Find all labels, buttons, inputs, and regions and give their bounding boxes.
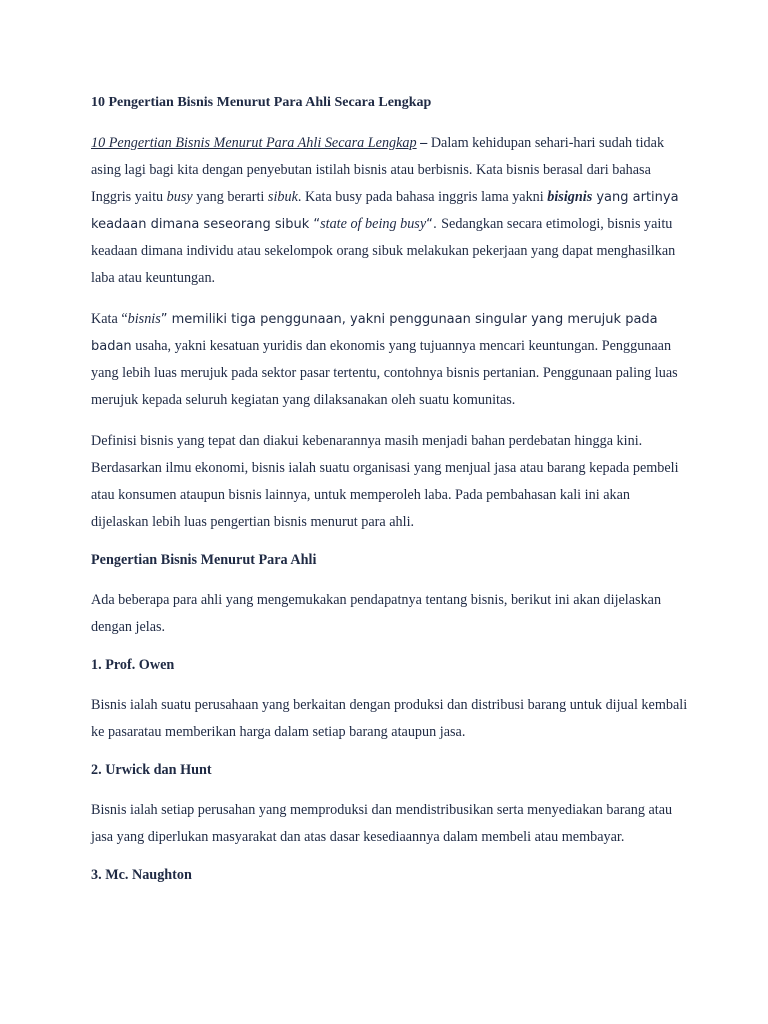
expert-heading-1: 1. Prof. Owen bbox=[91, 657, 175, 673]
intro-word-sibuk: sibuk bbox=[267, 189, 298, 205]
intro-text-1: Dalam kehidupan sehari-hari sudah tidak asing lagi bagi kita dengan penyebutan istilah bisnis atau berbisnis. Kata bisnis berasal dari bahasa Inggris yaitu bbox=[91, 135, 665, 205]
intro-text-5: “. bbox=[426, 217, 442, 232]
section-intro-paragraph: Ada beberapa para ahli yang mengemukakan pendapatnya tentang bisnis, berikut ini akan dijelaskan dengan jelas. bbox=[91, 592, 662, 635]
document-title: 10 Pengertian Bisnis Menurut Para Ahli Secara Lengkap bbox=[91, 95, 432, 110]
intro-text-2: yang berarti bbox=[192, 189, 268, 205]
section-heading: Pengertian Bisnis Menurut Para Ahli bbox=[91, 552, 317, 568]
intro-word-bisignis: bisignis bbox=[547, 189, 593, 205]
intro-text-3: . Kata busy pada bahasa inggris lama yakni bbox=[297, 189, 548, 205]
article-title-link[interactable]: 10 Pengertian Bisnis Menurut Para Ahli Secara Lengkap bbox=[91, 135, 417, 151]
usage-word-bisnis: bisnis bbox=[127, 311, 161, 327]
intro-word-busy: busy bbox=[166, 189, 193, 205]
intro-text-4: yang artinya keadaan dimana seseorang sibuk “ bbox=[91, 190, 679, 232]
intro-text-6: Sedangkan secara etimologi, bisnis yaitu keadaan dimana individu atau sekelompok orang sibuk melakukan pekerjaan yang dapat menghasilkan laba atau keuntungan. bbox=[91, 216, 676, 286]
intro-phrase-state: state of being busy bbox=[320, 216, 427, 232]
intro-dash: – bbox=[416, 135, 428, 151]
expert-text-2: Bisnis ialah setiap perusahan yang memproduksi dan mendistribusikan serta menyediakan barang atau jasa yang diperlukan masyarakat dan atas dasar kesediaannya dalam membeli atau membayar. bbox=[91, 802, 673, 845]
intro-paragraph bbox=[91, 130, 688, 292]
usage-text-1: Kata “ bbox=[91, 311, 128, 327]
expert-heading-3: 3. Mc. Naughton bbox=[91, 867, 192, 883]
definition-paragraph: Definisi bisnis yang tepat dan diakui kebenarannya masih menjadi bahan perdebatan hingga kini. Berdasarkan ilmu ekonomi, bisnis ialah suatu organisasi yang menjual jasa atau barang kepada pembeli atau konsumen ataupun bisnis lainnya, untuk memperoleh laba. Pada pembahasan kali ini akan dijelaskan lebih luas pengertian bisnis menurut para ahli. bbox=[91, 433, 679, 530]
expert-text-1: Bisnis ialah suatu perusahaan yang berkaitan dengan produksi dan distribusi barang untuk dijual kembali ke pasaratau memberikan harga dalam setiap barang ataupun jasa. bbox=[91, 697, 688, 740]
expert-heading-2: 2. Urwick dan Hunt bbox=[91, 762, 212, 778]
usage-text-2: ” memiliki tiga penggunaan, yakni penggunaan singular yang merujuk pada badan bbox=[91, 312, 658, 354]
usage-paragraph bbox=[91, 306, 688, 414]
usage-text-3: usaha, yakni kesatuan yuridis dan ekonomis yang tujuannya mencari keuntungan. Penggunaan yang lebih luas merujuk pada sektor pasar tertentu, contohnya bisnis pertanian. Penggunaan paling luas merujuk kepada seluruh kegiatan yang dilaksanakan oleh suatu komunitas. bbox=[91, 338, 678, 408]
